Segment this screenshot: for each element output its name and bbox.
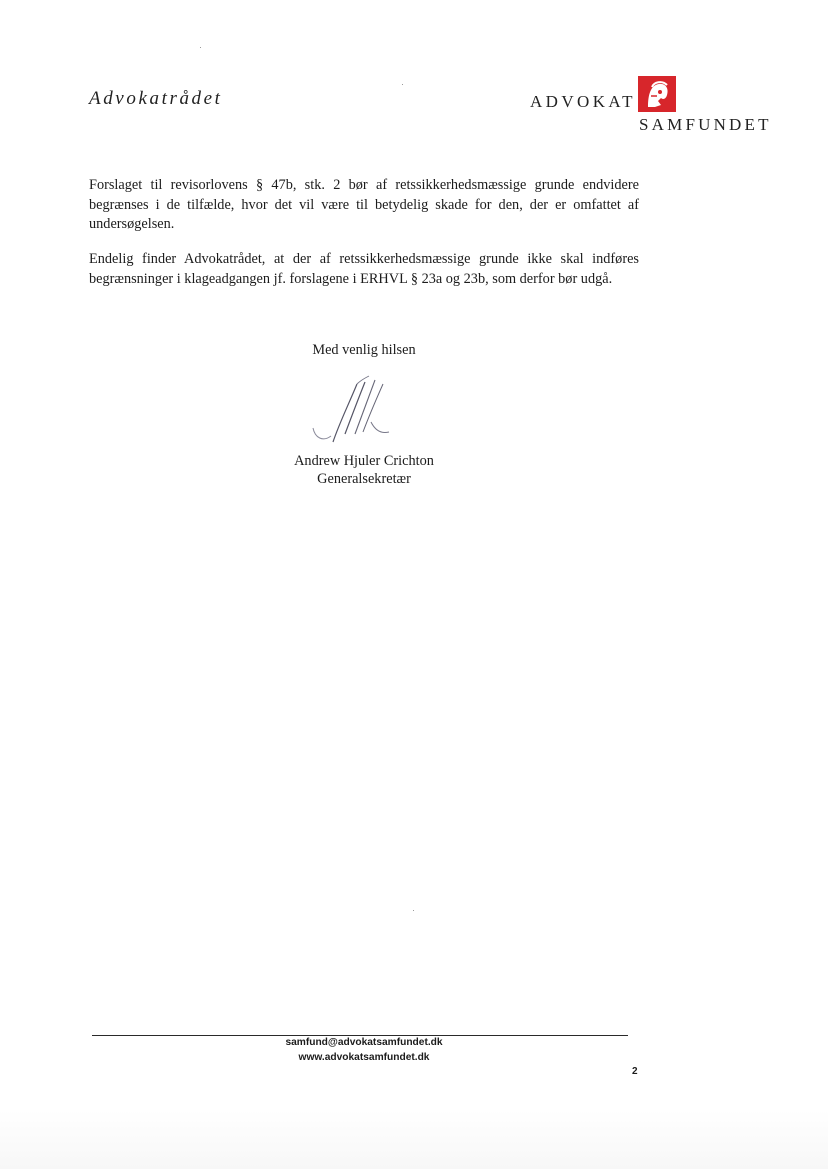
closing-greeting: Med venlig hilsen xyxy=(312,342,416,358)
logo-top-word: ADVOKAT xyxy=(530,92,636,111)
helmet-icon xyxy=(638,76,676,112)
logo-bottom-word: SAMFUNDET xyxy=(639,115,772,134)
council-title: Advokatrådet xyxy=(89,88,223,109)
page-number: 2 xyxy=(632,1066,638,1077)
body-paragraph-2: Endelig finder Advokatrådet, at der af retssikkerhedsmæssige grunde ikke skal indføres begrænsninger i klageadgangen jf. forslagene i ERHVL § 23a og 23b, som derfor bør udgå. xyxy=(89,251,639,287)
advokatsamfundet-logo xyxy=(530,76,790,136)
footer-divider xyxy=(92,1035,628,1036)
signer-name: Andrew Hjuler Crichton xyxy=(294,453,434,469)
scan-speck xyxy=(413,910,414,911)
handwritten-signature xyxy=(305,372,415,452)
scan-speck xyxy=(200,47,201,48)
footer-email: samfund@advokatsamfundet.dk xyxy=(285,1037,443,1048)
scan-bottom-shade xyxy=(0,1110,828,1169)
body-paragraph-1: Forslaget til revisorlovens § 47b, stk. 2 bør af retssikkerhedsmæssige grunde endvidere begrænses i de tilfælde, hvor det vil være til betydelig skade for den, der er omfattet af undersøgelsen. xyxy=(89,177,639,232)
footer-website: www.advokatsamfundet.dk xyxy=(298,1052,430,1063)
scan-speck xyxy=(402,84,403,85)
signer-title: Generalsekretær xyxy=(317,471,411,487)
